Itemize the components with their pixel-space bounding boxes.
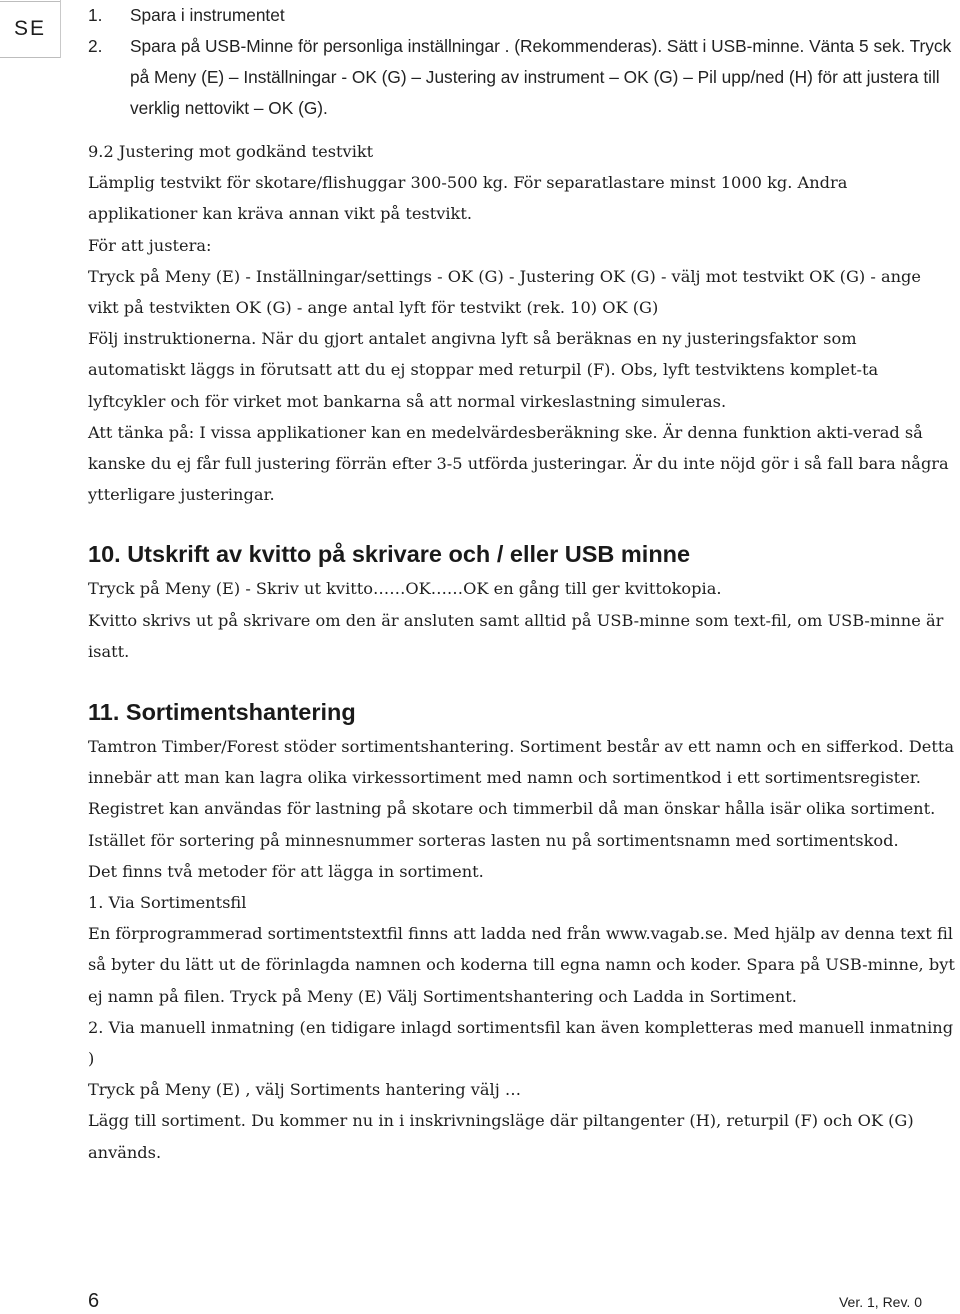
tab-rule-top [0,1,60,2]
paragraph: Tryck på Meny (E) , välj Sortiments hantering välj … [88,1080,522,1100]
language-tab [0,0,61,58]
list-item-text: Spara i instrumentet [130,5,285,25]
list-item-number: 1. [88,5,103,25]
paragraph: Tryck på Meny (E) - Inställningar/settings - OK (G) - Justering OK (G) - välj mot testvikt OK (G) - ange vikt på testvikten OK (G) - ange antal lyft för testvikt (rek. 10) OK (G) [88,266,921,318]
paragraph: En förprogrammerad sortimentstextfil finns att ladda ned från www.vagab.se. Med hjälp av denna text fil så byter du lätt ut de förinlagda namnen och koderna till egna namn och koder. Spara på USB-minne, byt ej namn på filen. Tryck på Meny (E) Välj Sortimentshantering och Ladda in Sortiment. [88,924,955,1006]
section-heading: 9.2 Justering mot godkänd testvikt [88,142,374,161]
paragraph: Följ instruktionerna. När du gjort antalet angivna lyft så beräknas en ny justeringsfaktor som automatiskt läggs in förutsatt att du ej stoppar med returpil (F). Obs, lyft testviktens komplet-ta lyftcykler och för virket mot bankarna så att normal virkeslastning simuleras. [88,329,879,411]
paragraph: Tamtron Timber/Forest stöder sortimentshantering. Sortiment består av ett namn och en sifferkod. Detta innebär att man kan lagra olika virkessortiment med namn och sortimentkod i ett sortimentsregister. Registret kan användas för lastning på skotare och timmerbil då man önskar hålla isär olika sortiment. Istället för sortering på minnesnummer sorteras lasten nu på sortimentsnamn med sortimentskod. [88,737,955,850]
document-body [88,0,956,1168]
version-label: Ver. 1, Rev. 0 [838,1294,922,1310]
paragraph: För att justera: [88,235,212,255]
section-9-2 [88,136,956,510]
tab-rule-bottom [0,57,60,58]
paragraph: Lämplig testvikt för skotare/flishuggar 300-500 kg. För separatlastare minst 1000 kg. Andra applikationer kan kräva annan vikt på testvikt. [88,173,848,224]
list-item [88,0,956,31]
paragraph: Kvitto skrivs ut på skrivare om den är ansluten samt alltid på USB-minne som text-fil, om USB-minne är isatt. [88,610,944,661]
list-item [88,31,956,124]
section-heading-10: 10. Utskrift av kvitto på skrivare och / eller USB minne [88,541,691,568]
paragraph: 2. Via manuell inmatning (en tidigare inlagd sortimentsfil kan även kompletteras med manuell inmatning ) [88,1017,954,1069]
paragraph: Det finns två metoder för att lägga in sortiment. [88,861,484,881]
paragraph: 1. Via Sortimentsfil [88,893,247,913]
paragraph: Tryck på Meny (E) - Skriv ut kvitto……OK……OK en gång till ger kvittokopia. [88,579,722,599]
language-code: SE [13,17,46,40]
section-11 [88,731,956,1168]
save-options-list [88,0,956,124]
page-number: 6 [88,1290,100,1312]
section-10 [88,573,956,667]
paragraph: Att tänka på: I vissa applikationer kan en medelvärdesberäkning ske. Är denna funktion akti-verad så kanske du ej får full justering förrän efter 3-5 utförda justeringar. Är du inte nöjd gör i så fall bara några ytterligare justeringar. [88,422,949,505]
section-heading-11: 11. Sortimentshantering [88,699,356,726]
list-item-number: 2. [88,36,103,56]
paragraph: Lägg till sortiment. Du kommer nu in i inskrivningsläge där piltangenter (H), returpil (F) och OK (G) används. [88,1111,914,1162]
list-item-text: Spara på USB-Minne för personliga inställningar . (Rekommenderas). Sätt i USB-minne. Vänta 5 sek. Tryck på Meny (E) – Inställningar - OK (G) – Justering av instrument – OK (G) – Pil upp/ned (H) för att justera till verklig nettovikt – OK (G). [130,36,952,118]
